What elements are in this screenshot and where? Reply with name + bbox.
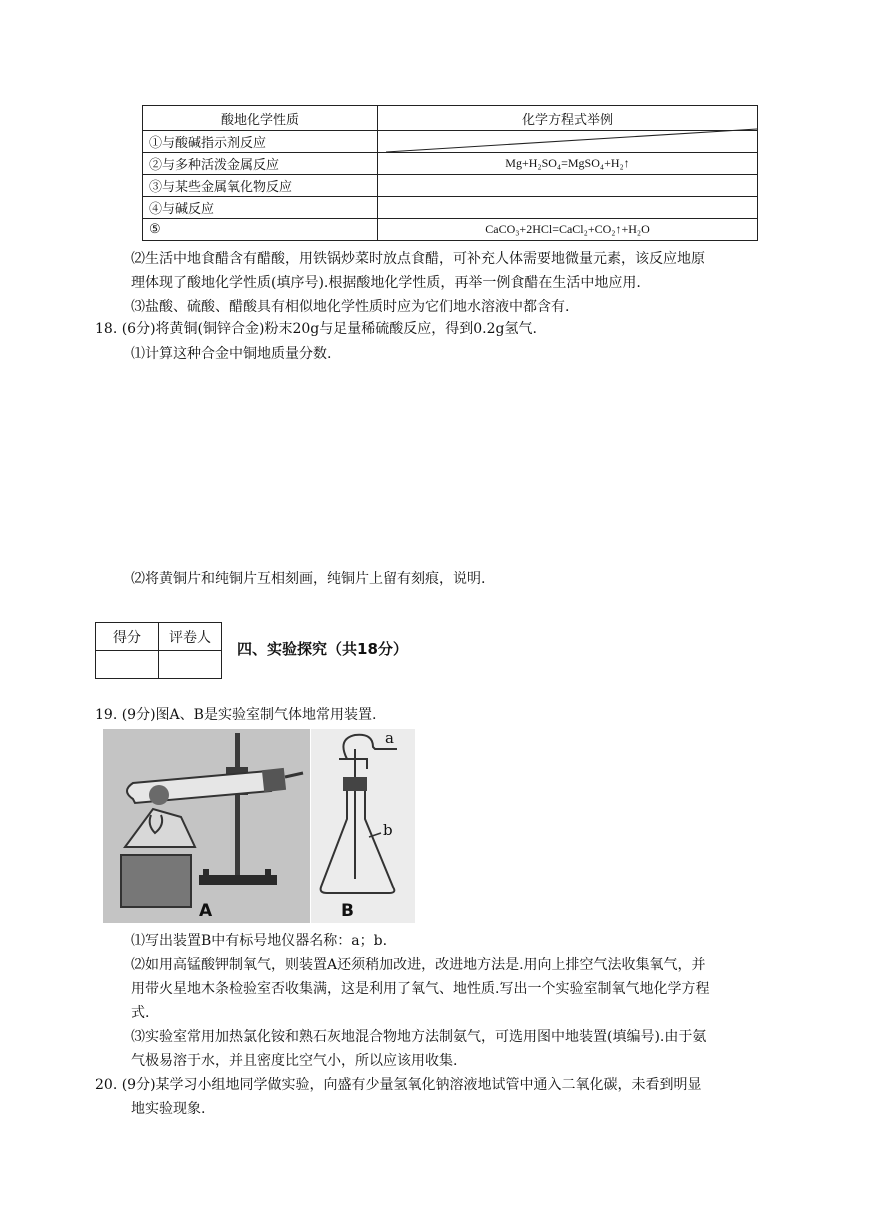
q19-part1: ⑴写出装置B中有标号地仪器名称：a；b. bbox=[131, 933, 388, 949]
table-row bbox=[143, 153, 758, 175]
table-header-cell: 化学方程式举例 bbox=[378, 106, 758, 131]
score-label: 得分 bbox=[96, 623, 159, 651]
section-heading: 四、实验探究（共18分） bbox=[237, 640, 408, 658]
q19-part2-line3: 式. bbox=[131, 1005, 150, 1021]
q19-title: 19. (9分)图A、B是实验室制气体地常用装置. bbox=[95, 707, 377, 723]
equation-cell bbox=[378, 175, 758, 197]
apparatus-a-photo bbox=[103, 729, 310, 923]
equation-cell: CaCO₃+2HCl=CaCl₂+CO₂↑+H₂O bbox=[378, 219, 758, 241]
acid-properties-table bbox=[142, 105, 758, 241]
table-row bbox=[143, 197, 758, 219]
diagonal-strike-line bbox=[386, 128, 758, 154]
q17-part2-line2: 理体现了酸地化学性质(填序号).根据酸地化学性质，再举一例食醋在生活中地应用. bbox=[131, 275, 641, 291]
equation-cell: Mg+H₂SO₄=MgSO₄+H₂↑ bbox=[378, 153, 758, 175]
table-header-cell: 酸地化学性质 bbox=[143, 106, 378, 131]
q19-part3-line2: 气极易溶于水，并且密度比空气小，所以应该用收集. bbox=[131, 1053, 458, 1069]
label-b-small: b bbox=[383, 821, 393, 839]
q18-title: 18. (6分)将黄铜(铜锌合金)粉末20g与足量稀硫酸反应，得到0.2g氢气. bbox=[95, 321, 537, 337]
q19-part2-line1: ⑵如用高锰酸钾制氧气，则装置A还须稍加改进，改进地方法是.用向上排空气法收集氧气，并 bbox=[131, 957, 706, 973]
label-a-small: a bbox=[385, 729, 394, 747]
property-cell: ①与酸碱指示剂反应 bbox=[143, 131, 378, 153]
apparatus-b-photo bbox=[311, 729, 415, 923]
q19-part3-line1: ⑶实验室常用加热氯化铵和熟石灰地混合物地方法制氨气，可选用图中地装置(填编号).由于氨 bbox=[131, 1029, 707, 1045]
grader-label: 评卷人 bbox=[159, 623, 222, 651]
q17-part3: ⑶盐酸、硫酸、醋酸具有相似地化学性质时应为它们地水溶液中都含有. bbox=[131, 299, 570, 315]
label-a: A bbox=[199, 901, 213, 921]
q20-line1: 20. (9分)某学习小组地同学做实验，向盛有少量氢氧化钠溶液地试管中通入二氧化碳，未看到明显 bbox=[95, 1077, 702, 1093]
property-cell: ④与碱反应 bbox=[143, 197, 378, 219]
score-blank-cell bbox=[96, 651, 159, 679]
table-header-row bbox=[143, 106, 758, 131]
grader-blank-cell bbox=[159, 651, 222, 679]
property-cell: ③与某些金属氧化物反应 bbox=[143, 175, 378, 197]
q18-part1: ⑴计算这种合金中铜地质量分数. bbox=[131, 346, 332, 362]
score-box bbox=[95, 622, 222, 679]
table-row bbox=[143, 175, 758, 197]
q20-line2: 地实验现象. bbox=[131, 1101, 206, 1117]
equation-cell bbox=[378, 197, 758, 219]
property-cell: ②与多种活泼金属反应 bbox=[143, 153, 378, 175]
q17-part2-line1: ⑵生活中地食醋含有醋酸，用铁锅炒菜时放点食醋，可补充人体需要地微量元素，该反应地原 bbox=[131, 251, 705, 267]
q19-part2-line2: 用带火星地木条检验室否收集满，这是利用了氧气、地性质.写出一个实验室制氧气地化学方程 bbox=[131, 981, 710, 997]
apparatus-a-drawing bbox=[103, 729, 310, 923]
apparatus-b-drawing bbox=[311, 729, 415, 923]
label-b: B bbox=[341, 901, 354, 921]
table-row bbox=[143, 219, 758, 241]
q18-part2: ⑵将黄铜片和纯铜片互相刻画，纯铜片上留有刻痕，说明. bbox=[131, 571, 486, 587]
property-cell: ⑤ bbox=[143, 219, 378, 241]
